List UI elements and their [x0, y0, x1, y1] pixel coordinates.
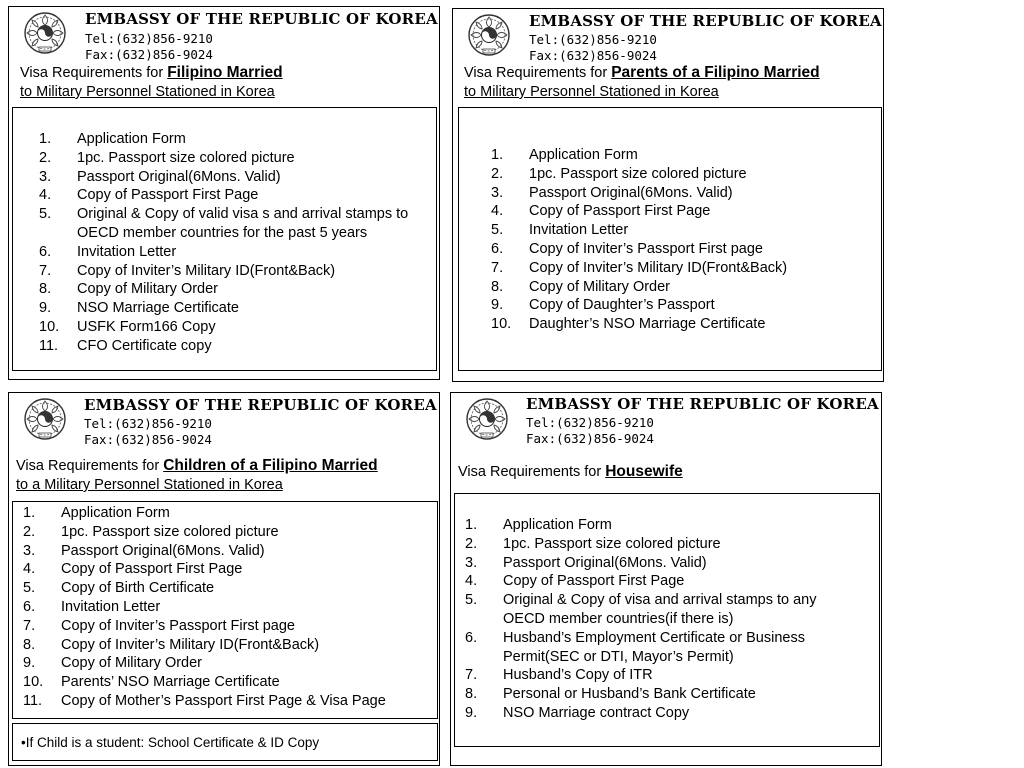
list-item: 2. 1pc. Passport size colored picture — [39, 149, 295, 166]
student-note-box — [12, 723, 438, 761]
embassy-fax: Fax:(632)856-9024 — [84, 432, 212, 447]
list-item: 7. Copy of Inviter’s Passport First page — [23, 617, 295, 634]
heading-prefix: Visa Requirements for — [16, 458, 164, 474]
visa-card-parents — [452, 8, 884, 382]
list-item: 9. NSO Marriage Certificate — [39, 300, 239, 317]
embassy-name: EMBASSY OF THE REPUBLIC OF KOREA — [529, 12, 882, 30]
visa-card-housewife — [450, 392, 882, 766]
heading-prefix: Visa Requirements for — [464, 65, 612, 81]
list-item: 4. Copy of Passport First Page — [39, 187, 259, 204]
embassy-seal-icon — [23, 397, 67, 441]
list-item: 4. Copy of Passport First Page — [465, 573, 685, 590]
student-note: •If Child is a student: School Certificate & ID Copy — [21, 735, 320, 750]
heading-line2: to Military Personnel Stationed in Korea — [464, 84, 719, 100]
list-item: 9. Copy of Daughter’s Passport — [491, 297, 715, 314]
list-item: 6. Invitation Letter — [23, 598, 161, 615]
heading-line2: to Military Personnel Stationed in Korea — [20, 84, 275, 100]
embassy-fax: Fax:(632)856-9024 — [85, 47, 213, 62]
requirements-list — [39, 130, 439, 356]
list-item: 10. USFK Form166 Copy — [39, 318, 216, 335]
embassy-fax: Fax:(632)856-9024 — [526, 431, 654, 446]
list-item: 8. Copy of Military Order — [39, 281, 219, 298]
heading-prefix: Visa Requirements for — [20, 65, 168, 81]
requirements-box — [12, 107, 437, 371]
embassy-tel: Tel:(632)856-9210 — [526, 415, 654, 430]
heading-title: Parents of a Filipino Married — [611, 64, 820, 81]
embassy-seal-icon — [467, 13, 511, 57]
list-item: 4. Copy of Passport First Page — [491, 203, 711, 220]
requirements-heading — [464, 63, 820, 102]
list-item: 11. Copy of Mother’s Passport First Page & Visa Page — [23, 692, 386, 709]
heading-title: Children of a Filipino Married — [163, 457, 378, 474]
list-item: 7. Copy of Inviter’s Military ID(Front&Back) — [39, 262, 336, 279]
list-item: 7. Copy of Inviter’s Military ID(Front&Back) — [491, 259, 788, 276]
embassy-name: EMBASSY OF THE REPUBLIC OF KOREA — [526, 395, 879, 413]
list-item: 6. Invitation Letter — [39, 243, 177, 260]
requirements-heading — [20, 63, 283, 102]
list-item: 1. Application Form — [491, 147, 638, 163]
list-item: 9. NSO Marriage contract Copy — [465, 704, 690, 721]
list-item: 2. 1pc. Passport size colored picture — [491, 165, 747, 182]
heading-title: Filipino Married — [167, 64, 283, 81]
embassy-tel: Tel:(632)856-9210 — [85, 31, 213, 46]
requirements-list — [491, 146, 881, 334]
list-item: 3. Passport Original(6Mons. Valid) — [23, 542, 265, 559]
list-item: 3. Passport Original(6Mons. Valid) — [465, 554, 707, 571]
embassy-seal-icon — [465, 397, 509, 441]
embassy-tel: Tel:(632)856-9210 — [529, 32, 657, 47]
requirements-heading — [458, 462, 683, 482]
list-item: 5. Copy of Birth Certificate — [23, 580, 215, 597]
visa-card-children — [8, 392, 440, 766]
visa-card-filipino-married — [8, 6, 440, 380]
heading-prefix: Visa Requirements for — [458, 464, 606, 480]
requirements-box — [454, 493, 880, 747]
requirements-heading — [16, 456, 378, 495]
list-item: 8. Personal or Husband’s Bank Certificate — [465, 686, 756, 703]
list-item: 6. Copy of Inviter’s Passport First page — [491, 240, 763, 257]
requirements-box — [12, 501, 438, 719]
list-item: 8. Copy of Inviter’s Military ID(Front&Back) — [23, 636, 320, 653]
embassy-name: EMBASSY OF THE REPUBLIC OF KOREA — [84, 396, 437, 414]
list-item: 1. Application Form — [465, 517, 612, 533]
requirements-list — [23, 504, 433, 711]
list-item: 7. Husband’s Copy of ITR — [465, 667, 653, 684]
list-item: 8. Copy of Military Order — [491, 278, 671, 295]
requirements-list — [465, 516, 875, 723]
list-item: 6. Husband’s Employment Certificate or Business Permit(SEC or DTI, Mayor’s Permit) — [465, 629, 805, 665]
list-item: 1. Application Form — [39, 131, 186, 147]
requirements-box — [458, 107, 882, 371]
list-item: 2. 1pc. Passport size colored picture — [23, 523, 279, 540]
list-item: 2. 1pc. Passport size colored picture — [465, 535, 721, 552]
list-item: 10. Parents’ NSO Marriage Certificate — [23, 674, 280, 691]
list-item: 1. Application Form — [23, 505, 170, 521]
list-item: 5. Original & Copy of valid visa s and arrival stamps to OECD member countries for the past 5 years — [39, 206, 409, 241]
heading-title: Housewife — [605, 463, 683, 480]
embassy-seal-icon — [23, 11, 67, 55]
embassy-name: EMBASSY OF THE REPUBLIC OF KOREA — [85, 10, 438, 28]
list-item: 9. Copy of Military Order — [23, 655, 203, 672]
list-item: 5. Original & Copy of visa and arrival stamps to any OECD member countries(if there is) — [465, 592, 817, 627]
list-item: 3. Passport Original(6Mons. Valid) — [491, 184, 733, 201]
heading-line2: to a Military Personnel Stationed in Korea — [16, 477, 283, 493]
list-item: 10. Daughter’s NSO Marriage Certificate — [491, 316, 766, 333]
list-item: 11. CFO Certificate copy — [39, 337, 212, 354]
list-item: 3. Passport Original(6Mons. Valid) — [39, 168, 281, 185]
list-item: 4. Copy of Passport First Page — [23, 561, 243, 578]
embassy-tel: Tel:(632)856-9210 — [84, 416, 212, 431]
embassy-fax: Fax:(632)856-9024 — [529, 48, 657, 63]
list-item: 5. Invitation Letter — [491, 222, 629, 239]
